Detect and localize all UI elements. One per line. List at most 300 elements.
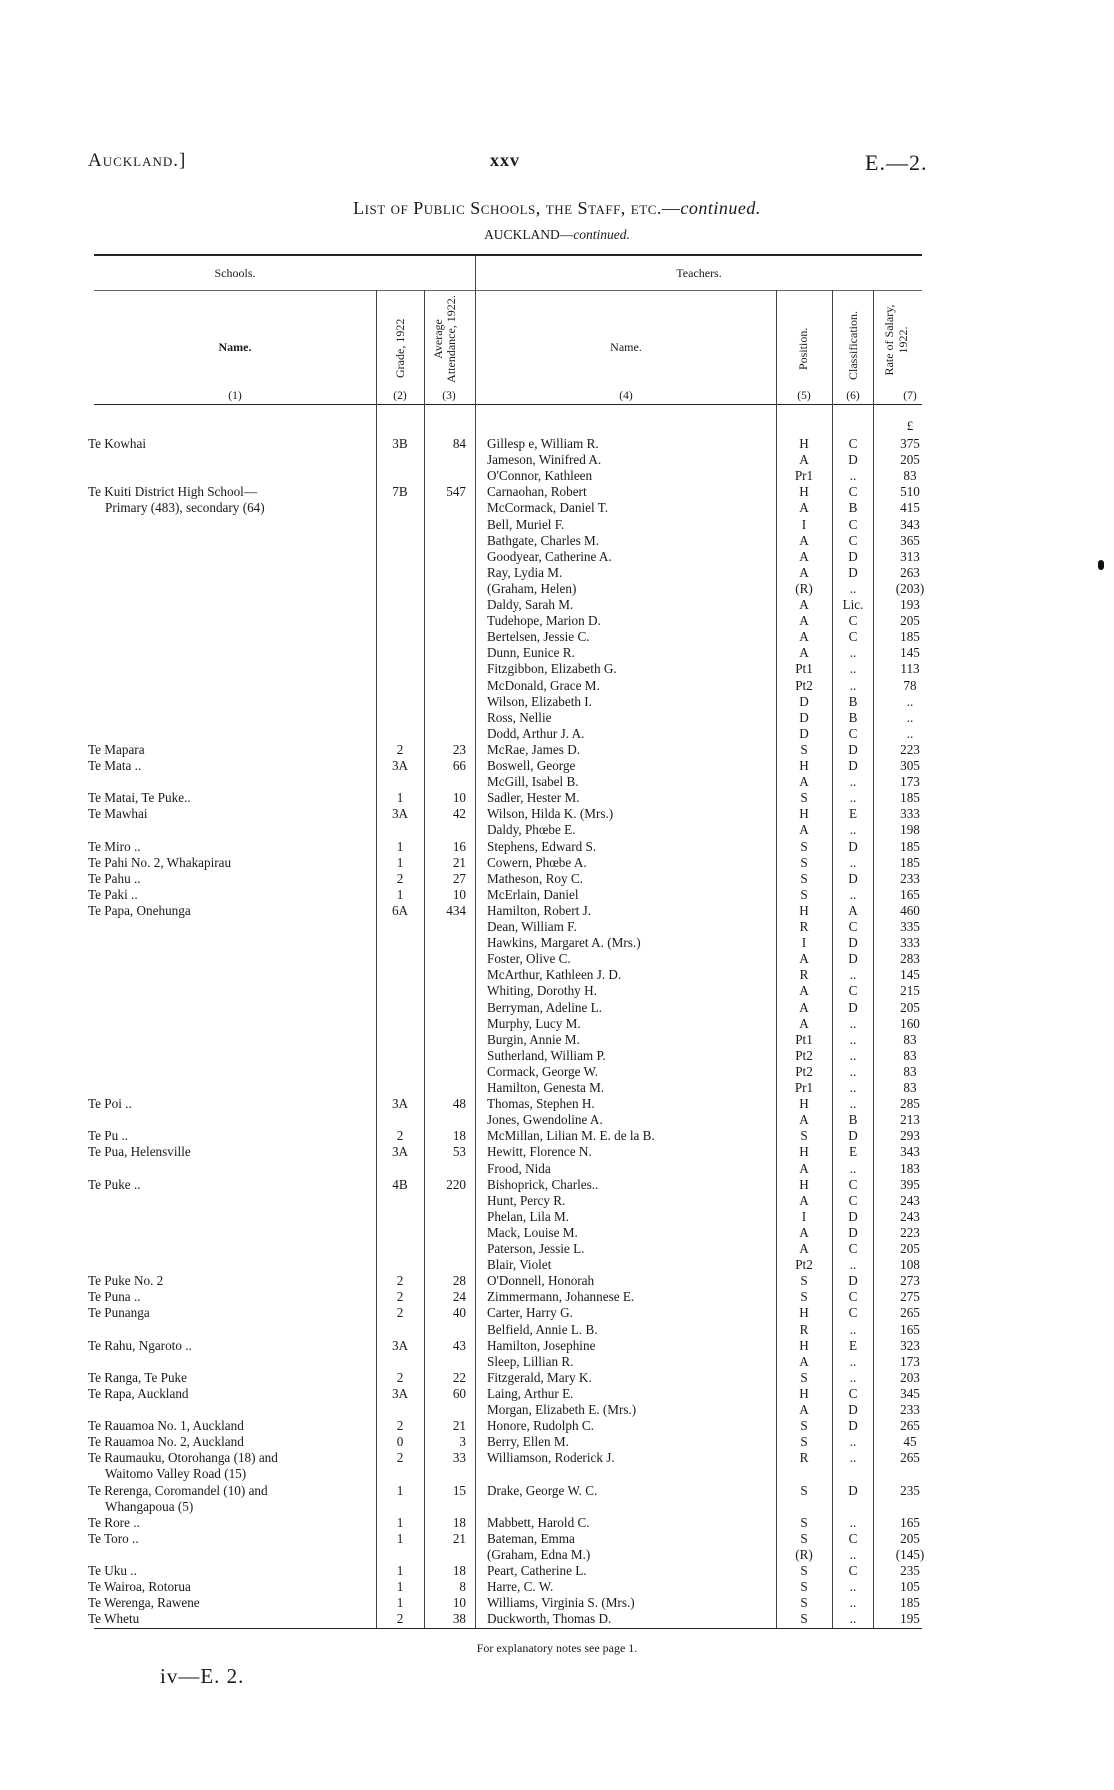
teacher-salary: 185 bbox=[900, 1595, 920, 1611]
school-name: Te Rapa, Auckland bbox=[88, 1385, 189, 1401]
school-grade: 1 bbox=[396, 886, 404, 902]
teacher-name: Wilson, Hilda K. (Mrs.) bbox=[487, 806, 614, 822]
table-row bbox=[0, 645, 1114, 661]
teacher-name: McMillan, Lilian M. E. de la B. bbox=[487, 1128, 655, 1144]
table-row bbox=[0, 1531, 1114, 1547]
average-attendance: 21 bbox=[452, 854, 466, 870]
teacher-name: O'Donnell, Honorah bbox=[487, 1273, 595, 1289]
teacher-classification: B bbox=[848, 1112, 858, 1128]
school-name: Te Mata .. bbox=[88, 758, 142, 773]
teacher-classification: C bbox=[848, 1176, 858, 1192]
school-name: Te Werenga, Rawene bbox=[88, 1595, 200, 1611]
col-number-5: (5) bbox=[797, 390, 811, 402]
teacher-name: Sleep, Lillian R. bbox=[487, 1353, 574, 1369]
teacher-name: Carter, Harry G. bbox=[487, 1305, 573, 1321]
teacher-salary: 205 bbox=[900, 452, 920, 468]
teacher-position: (R) bbox=[795, 580, 813, 596]
average-attendance: 220 bbox=[446, 1176, 466, 1192]
school-name: Te Rauamoa No. 1, Auckland bbox=[88, 1418, 244, 1434]
teacher-position: A bbox=[799, 1160, 809, 1176]
teacher-classification: D bbox=[848, 1273, 858, 1289]
teacher-salary: 215 bbox=[900, 983, 920, 999]
teacher-name: Williamson, Roderick J. bbox=[487, 1450, 615, 1466]
teacher-classification: D bbox=[848, 1128, 858, 1144]
school-grade: 4B bbox=[392, 1176, 408, 1192]
teacher-position: A bbox=[799, 1015, 809, 1031]
teacher-position: Pt2 bbox=[795, 677, 813, 693]
teacher-salary: 185 bbox=[900, 854, 920, 870]
teacher-classification: C bbox=[848, 1192, 858, 1208]
average-attendance: 22 bbox=[452, 1369, 466, 1385]
table-row bbox=[0, 790, 1114, 806]
teacher-position: A bbox=[799, 532, 809, 548]
table-row bbox=[0, 1273, 1114, 1289]
teacher-position: S bbox=[800, 1369, 808, 1385]
teacher-salary: 243 bbox=[900, 1192, 920, 1208]
teacher-salary: 113 bbox=[900, 661, 920, 677]
teacher-classification: Lic. bbox=[842, 597, 864, 612]
teacher-classification: A bbox=[848, 902, 858, 918]
teacher-classification: B bbox=[848, 693, 858, 709]
teacher-classification: .. bbox=[849, 1257, 857, 1273]
teacher-position: S bbox=[800, 1611, 808, 1627]
teacher-classification: C bbox=[848, 1530, 858, 1546]
teacher-position: I bbox=[801, 935, 807, 951]
teacher-classification: D bbox=[848, 838, 858, 854]
teacher-classification: .. bbox=[849, 661, 857, 677]
col-header-teacher-name: Name. bbox=[610, 340, 642, 354]
teacher-name: Hamilton, Genesta M. bbox=[487, 1080, 605, 1095]
teacher-name: Bateman, Emma bbox=[487, 1530, 575, 1546]
teacher-salary: 343 bbox=[900, 516, 920, 532]
school-name: Te Papa, Onehunga bbox=[88, 902, 191, 918]
table-row bbox=[0, 1161, 1114, 1177]
table-row bbox=[0, 1225, 1114, 1241]
teacher-position: A bbox=[799, 452, 809, 468]
teacher-position: S bbox=[800, 1530, 808, 1546]
teacher-name: Dean, William F. bbox=[487, 919, 577, 934]
teacher-position: H bbox=[799, 1305, 809, 1321]
table-row bbox=[0, 549, 1114, 565]
table-row bbox=[0, 468, 1114, 484]
teacher-name: Carnaohan, Robert bbox=[487, 484, 587, 500]
running-head-left: Auckland.] bbox=[88, 150, 187, 171]
currency-symbol: £ bbox=[906, 418, 914, 433]
teacher-name: Cowern, Phœbe A. bbox=[487, 854, 587, 870]
teacher-position: S bbox=[800, 790, 808, 806]
table-row bbox=[0, 903, 1114, 919]
teacher-classification: D bbox=[848, 758, 858, 773]
average-attendance: 21 bbox=[452, 1418, 466, 1434]
teacher-salary: 233 bbox=[900, 870, 920, 886]
teacher-classification: C bbox=[848, 613, 858, 629]
margin-blot bbox=[1098, 560, 1104, 570]
teacher-name: Sadler, Hester M. bbox=[487, 790, 580, 806]
table-row bbox=[0, 822, 1114, 838]
teacher-name: Matheson, Roy C. bbox=[487, 870, 583, 886]
page-title-italic: continued. bbox=[680, 198, 761, 218]
teacher-position: H bbox=[799, 1096, 809, 1112]
average-attendance: 21 bbox=[452, 1530, 466, 1546]
footnote: For explanatory notes see page 1. bbox=[476, 1641, 638, 1655]
col-number-2: (2) bbox=[393, 390, 407, 402]
table-row bbox=[0, 887, 1114, 903]
teacher-classification: C bbox=[848, 1385, 858, 1401]
teacher-name: (Graham, Edna M.) bbox=[487, 1546, 591, 1562]
teacher-salary: .. bbox=[906, 725, 914, 741]
school-name: Te Ranga, Te Puke bbox=[88, 1369, 187, 1385]
page-title-main: List of Public Schools, the Staff, etc.— bbox=[353, 198, 681, 218]
teacher-classification: C bbox=[848, 1241, 858, 1256]
school-name: Te Punanga bbox=[88, 1305, 150, 1321]
school-name: Te Paki .. bbox=[88, 886, 138, 902]
table-row bbox=[0, 597, 1114, 613]
teacher-name: Cormack, George W. bbox=[487, 1063, 599, 1079]
school-grade: 1 bbox=[396, 838, 404, 854]
teacher-classification: .. bbox=[849, 1047, 857, 1063]
teacher-name: Harre, C. W. bbox=[487, 1579, 554, 1595]
school-grade: 2 bbox=[396, 1273, 404, 1289]
teacher-position: S bbox=[800, 870, 808, 886]
teacher-salary: 205 bbox=[900, 1530, 920, 1546]
table-row bbox=[0, 581, 1114, 597]
school-name: Te Mawhai bbox=[88, 806, 148, 822]
teacher-salary: 333 bbox=[900, 935, 920, 951]
teacher-position: S bbox=[800, 1482, 808, 1498]
teacher-name: Honore, Rudolph C. bbox=[487, 1418, 594, 1434]
teacher-classification: .. bbox=[849, 1321, 857, 1337]
teacher-name: Dodd, Arthur J. A. bbox=[487, 725, 585, 741]
average-attendance: 10 bbox=[452, 790, 466, 806]
table-row bbox=[0, 839, 1114, 855]
teacher-classification: .. bbox=[849, 1611, 857, 1627]
teacher-position: I bbox=[801, 516, 807, 532]
teacher-name: Phelan, Lila M. bbox=[487, 1208, 570, 1224]
table-row bbox=[0, 1547, 1114, 1563]
table-row bbox=[0, 565, 1114, 581]
table-row bbox=[0, 1418, 1114, 1434]
teacher-classification: C bbox=[848, 725, 858, 741]
average-attendance: 23 bbox=[452, 741, 466, 757]
col-header-position: Position. bbox=[796, 327, 810, 370]
school-name: Waitomo Valley Road (15) bbox=[105, 1466, 247, 1482]
table-row bbox=[0, 1515, 1114, 1531]
teacher-name: Bell, Muriel F. bbox=[487, 516, 565, 532]
col-header-school-name: Name. bbox=[218, 340, 252, 354]
table-row bbox=[0, 1434, 1114, 1450]
group-header-rule bbox=[94, 290, 922, 291]
teacher-classification: D bbox=[848, 870, 858, 886]
teacher-salary: .. bbox=[906, 709, 914, 725]
table-row bbox=[0, 1499, 1114, 1515]
teacher-position: A bbox=[799, 1224, 809, 1240]
table-row bbox=[0, 1128, 1114, 1144]
teacher-classification: .. bbox=[849, 1514, 857, 1530]
teacher-position: S bbox=[800, 1273, 808, 1289]
teacher-salary: 265 bbox=[900, 1305, 920, 1321]
school-grade: 2 bbox=[396, 1369, 404, 1385]
teacher-classification: D bbox=[848, 741, 858, 757]
teacher-salary: 265 bbox=[900, 1418, 920, 1434]
teacher-position: S bbox=[800, 1579, 808, 1595]
teacher-name: O'Connor, Kathleen bbox=[487, 468, 593, 484]
teacher-classification: .. bbox=[849, 1595, 857, 1611]
teacher-classification: E bbox=[848, 806, 858, 822]
teacher-classification: D bbox=[848, 1224, 858, 1240]
table-row bbox=[0, 726, 1114, 742]
col-header-salary: Rate of Salary, 1922. bbox=[882, 304, 910, 376]
school-grade: 3A bbox=[391, 1385, 409, 1401]
teacher-classification: E bbox=[848, 1337, 858, 1353]
teacher-salary: 193 bbox=[900, 597, 920, 612]
teacher-salary: 145 bbox=[900, 967, 920, 983]
school-grade: 3B bbox=[392, 436, 408, 451]
teacher-name: Daldy, Sarah M. bbox=[487, 597, 574, 612]
teacher-classification: D bbox=[848, 999, 858, 1015]
teacher-name: Sutherland, William P. bbox=[487, 1047, 606, 1063]
teacher-position: A bbox=[799, 597, 809, 612]
teacher-classification: D bbox=[848, 564, 858, 580]
teacher-name: Fitzgerald, Mary K. bbox=[487, 1369, 592, 1385]
teacher-position: H bbox=[799, 1176, 809, 1192]
teacher-position: A bbox=[799, 951, 809, 967]
teacher-classification: .. bbox=[849, 1434, 857, 1450]
teacher-position: S bbox=[800, 1514, 808, 1530]
table-row bbox=[0, 806, 1114, 822]
teacher-salary: 460 bbox=[900, 902, 920, 918]
teacher-position: S bbox=[800, 1434, 808, 1450]
teacher-salary: 83 bbox=[903, 1031, 917, 1047]
teacher-position: A bbox=[799, 548, 809, 564]
teacher-salary: 105 bbox=[900, 1579, 920, 1595]
table-row bbox=[0, 1064, 1114, 1080]
school-grade: 3A bbox=[391, 1096, 409, 1112]
col-number-1: (1) bbox=[228, 390, 242, 402]
table-row bbox=[0, 742, 1114, 758]
teacher-salary: 305 bbox=[900, 758, 920, 773]
teacher-position: D bbox=[799, 709, 809, 725]
table-row bbox=[0, 1048, 1114, 1064]
teacher-salary: 365 bbox=[900, 532, 920, 548]
teacher-classification: .. bbox=[849, 677, 857, 693]
teacher-name: Ross, Nellie bbox=[487, 709, 552, 725]
teacher-salary: .. bbox=[906, 693, 914, 709]
average-attendance: 16 bbox=[452, 838, 466, 854]
teacher-salary: (203) bbox=[895, 580, 925, 596]
school-name: Te Puke No. 2 bbox=[88, 1273, 164, 1289]
table-row bbox=[0, 1611, 1114, 1627]
teacher-position: S bbox=[800, 1289, 808, 1305]
school-grade: 2 bbox=[396, 741, 404, 757]
average-attendance: 8 bbox=[459, 1579, 466, 1595]
teacher-salary: 273 bbox=[900, 1273, 920, 1289]
teacher-salary: 335 bbox=[900, 919, 920, 934]
average-attendance: 38 bbox=[452, 1611, 466, 1627]
table-row bbox=[0, 774, 1114, 790]
school-name: Te Rore .. bbox=[88, 1514, 140, 1530]
teacher-salary: 223 bbox=[900, 1224, 920, 1240]
teacher-name: Mack, Louise M. bbox=[487, 1224, 578, 1240]
teacher-name: Bertelsen, Jessie C. bbox=[487, 629, 590, 645]
teacher-name: Mabbett, Harold C. bbox=[487, 1514, 590, 1530]
average-attendance: 547 bbox=[446, 484, 466, 500]
school-grade: 6A bbox=[391, 902, 409, 918]
school-grade: 2 bbox=[396, 1450, 404, 1466]
teacher-salary: 205 bbox=[900, 613, 920, 629]
teacher-salary: 263 bbox=[900, 564, 920, 580]
teacher-salary: 285 bbox=[900, 1096, 920, 1112]
teacher-name: Hunt, Percy R. bbox=[487, 1192, 566, 1208]
teacher-position: A bbox=[799, 774, 809, 790]
teacher-classification: C bbox=[848, 484, 858, 500]
teacher-salary: 165 bbox=[900, 1321, 920, 1337]
table-row bbox=[0, 1563, 1114, 1579]
school-grade: 2 bbox=[396, 1611, 404, 1627]
teacher-position: S bbox=[800, 886, 808, 902]
teacher-name: Murphy, Lucy M. bbox=[487, 1015, 581, 1031]
school-name: Te Puke .. bbox=[88, 1176, 141, 1192]
teacher-position: A bbox=[799, 1241, 809, 1256]
school-grade: 3A bbox=[391, 1144, 409, 1160]
table-row bbox=[0, 935, 1114, 951]
teacher-position: A bbox=[799, 822, 809, 838]
teacher-name: Jameson, Winifred A. bbox=[487, 452, 602, 468]
teacher-position: S bbox=[800, 1595, 808, 1611]
teacher-classification: .. bbox=[849, 822, 857, 838]
average-attendance: 15 bbox=[452, 1482, 466, 1498]
table-row bbox=[0, 951, 1114, 967]
school-name: Te Rerenga, Coromandel (10) and bbox=[88, 1482, 268, 1498]
teacher-name: Laing, Arthur E. bbox=[487, 1385, 574, 1401]
average-attendance: 18 bbox=[452, 1128, 466, 1144]
table-row bbox=[0, 517, 1114, 533]
teacher-position: I bbox=[801, 1208, 807, 1224]
teacher-salary: (145) bbox=[895, 1546, 925, 1562]
teacher-salary: 265 bbox=[900, 1450, 920, 1466]
table-row bbox=[0, 1000, 1114, 1016]
teacher-salary: 313 bbox=[900, 548, 920, 564]
school-grade: 3A bbox=[391, 1337, 409, 1353]
teacher-position: S bbox=[800, 1418, 808, 1434]
teacher-salary: 415 bbox=[900, 500, 920, 516]
group-header-teachers: Teachers. bbox=[676, 266, 722, 280]
teacher-classification: .. bbox=[849, 1546, 857, 1562]
teacher-name: McGill, Isabel B. bbox=[487, 774, 579, 790]
teacher-salary: 235 bbox=[900, 1482, 920, 1498]
teacher-salary: 333 bbox=[900, 806, 920, 822]
teacher-position: Pt1 bbox=[795, 661, 813, 677]
teacher-position: D bbox=[799, 725, 809, 741]
table-row bbox=[0, 484, 1114, 500]
school-name: Te Puna .. bbox=[88, 1289, 141, 1305]
teacher-position: H bbox=[799, 902, 809, 918]
table-top-rule bbox=[94, 254, 922, 256]
average-attendance: 24 bbox=[452, 1289, 466, 1305]
table-row bbox=[0, 967, 1114, 983]
teacher-name: Hamilton, Josephine bbox=[487, 1337, 596, 1353]
table-row bbox=[0, 710, 1114, 726]
teacher-position: S bbox=[800, 838, 808, 854]
teacher-name: McErlain, Daniel bbox=[487, 886, 579, 902]
teacher-salary: 165 bbox=[900, 1514, 920, 1530]
school-name: Te Kowhai bbox=[88, 436, 147, 451]
school-grade: 1 bbox=[396, 1482, 404, 1498]
teacher-position: H bbox=[799, 806, 809, 822]
teacher-classification: C bbox=[848, 1289, 858, 1305]
teacher-position: Pt2 bbox=[795, 1257, 813, 1273]
average-attendance: 53 bbox=[452, 1144, 466, 1160]
school-grade: 3A bbox=[391, 758, 409, 773]
average-attendance: 3 bbox=[459, 1434, 466, 1450]
average-attendance: 84 bbox=[452, 436, 466, 451]
teacher-classification: C bbox=[848, 436, 858, 451]
table-row bbox=[0, 1595, 1114, 1611]
teacher-salary: 510 bbox=[900, 484, 920, 500]
table-bottom-rule bbox=[94, 1628, 922, 1629]
table-row bbox=[0, 1144, 1114, 1160]
teacher-salary: 185 bbox=[900, 838, 920, 854]
teacher-salary: 185 bbox=[900, 629, 920, 645]
teacher-salary: 233 bbox=[900, 1402, 920, 1417]
teacher-position: A bbox=[799, 1353, 809, 1369]
school-grade: 7B bbox=[392, 484, 408, 500]
table-row bbox=[0, 452, 1114, 468]
teacher-classification: B bbox=[848, 709, 858, 725]
average-attendance: 18 bbox=[452, 1514, 466, 1530]
teacher-classification: .. bbox=[849, 1015, 857, 1031]
teacher-salary: 345 bbox=[900, 1385, 920, 1401]
teacher-salary: 223 bbox=[900, 741, 920, 757]
table-row bbox=[0, 694, 1114, 710]
school-grade: 1 bbox=[396, 1579, 404, 1595]
table-row bbox=[0, 983, 1114, 999]
teacher-name: Berryman, Adeline L. bbox=[487, 999, 602, 1015]
teacher-classification: D bbox=[848, 1208, 858, 1224]
teacher-salary: 185 bbox=[900, 790, 920, 806]
teacher-position: S bbox=[800, 854, 808, 870]
teacher-classification: .. bbox=[849, 1031, 857, 1047]
teacher-position: H bbox=[799, 484, 809, 500]
teacher-name: Thomas, Stephen H. bbox=[487, 1096, 595, 1112]
teacher-salary: 343 bbox=[900, 1144, 920, 1160]
teacher-position: S bbox=[800, 1128, 808, 1144]
teacher-position: H bbox=[799, 1337, 809, 1353]
teacher-name: Bathgate, Charles M. bbox=[487, 532, 600, 548]
table-row bbox=[0, 1322, 1114, 1338]
teacher-classification: B bbox=[848, 500, 858, 516]
average-attendance: 10 bbox=[452, 1595, 466, 1611]
teacher-classification: .. bbox=[849, 1353, 857, 1369]
teacher-position: Pt2 bbox=[795, 1063, 813, 1079]
teacher-salary: 173 bbox=[900, 1353, 920, 1369]
teacher-salary: 275 bbox=[900, 1289, 920, 1305]
teacher-position: H bbox=[799, 758, 809, 773]
table-row bbox=[0, 1209, 1114, 1225]
teacher-position: A bbox=[799, 1192, 809, 1208]
school-grade: 3A bbox=[391, 806, 409, 822]
teacher-name: Morgan, Elizabeth E. (Mrs.) bbox=[487, 1402, 637, 1417]
teacher-salary: 183 bbox=[900, 1160, 920, 1176]
table-row bbox=[0, 629, 1114, 645]
teacher-position: A bbox=[799, 629, 809, 645]
teacher-name: Peart, Catherine L. bbox=[487, 1563, 587, 1578]
teacher-name: Williams, Virginia S. (Mrs.) bbox=[487, 1595, 635, 1611]
teacher-salary: 195 bbox=[900, 1611, 920, 1627]
page-number: xxv bbox=[490, 150, 520, 170]
table-row bbox=[0, 1241, 1114, 1257]
section-subtitle-main: AUCKLAND— bbox=[484, 227, 574, 242]
teacher-salary: 243 bbox=[900, 1208, 920, 1224]
